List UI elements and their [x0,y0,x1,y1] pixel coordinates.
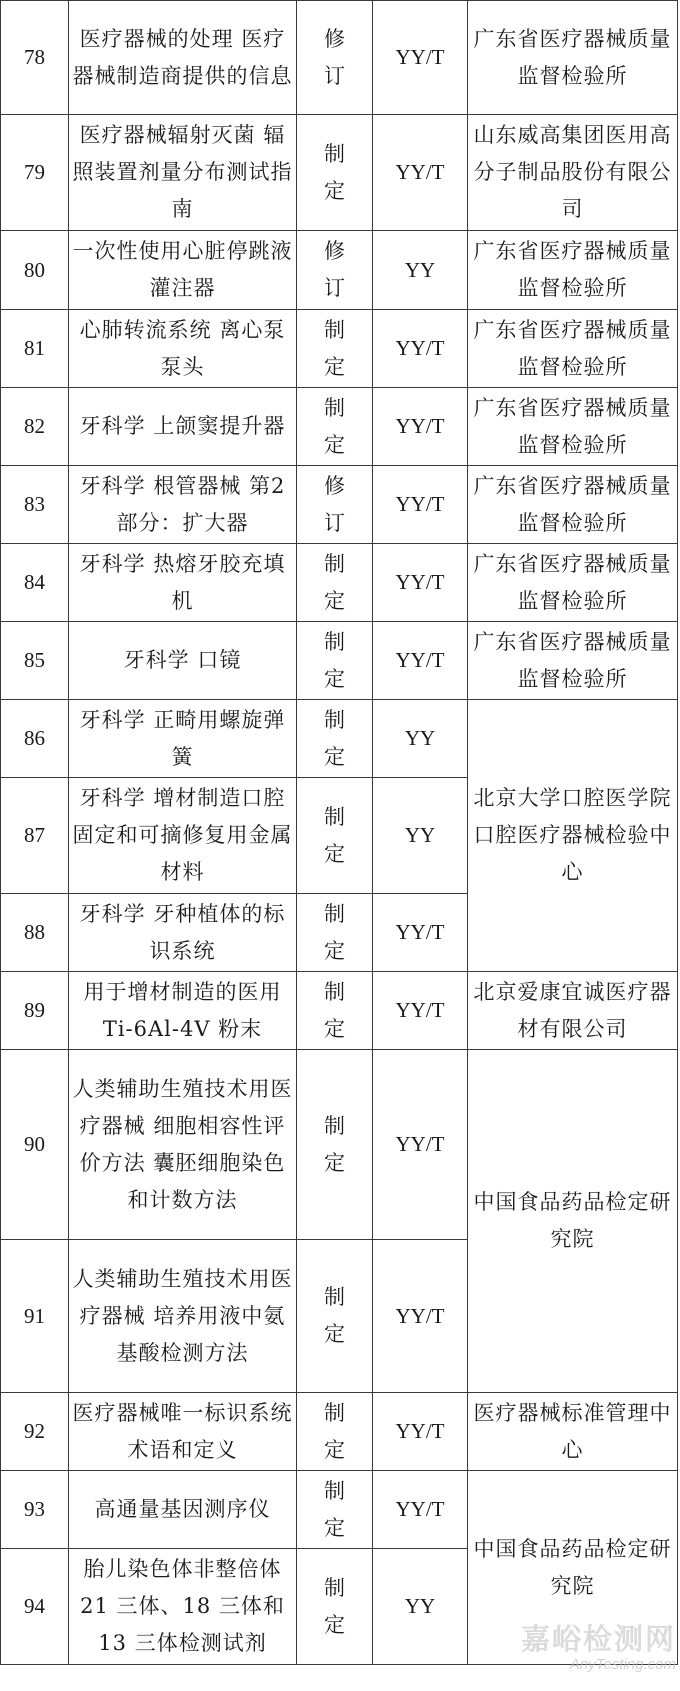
drafting-org: 中国食品药品检定研究院 [468,1471,678,1665]
table-row [1,231,678,310]
table-row [1,1,678,115]
row-number: 91 [1,1240,69,1393]
drafting-org: 北京爱康宜诚医疗器材有限公司 [468,972,678,1050]
revision-type: 修 订 [297,231,373,310]
table-row [1,972,678,1050]
table-row [1,622,678,700]
standard-class: YY/T [373,622,468,700]
revision-type: 制 定 [297,1471,373,1549]
standard-class: YY [373,231,468,310]
table-row [1,466,678,544]
table-row [1,115,678,231]
row-number: 81 [1,310,69,388]
drafting-org: 广东省医疗器械质量监督检验所 [468,466,678,544]
row-number: 88 [1,894,69,972]
revision-type: 制 定 [297,778,373,894]
table-row [1,1050,678,1240]
row-number: 85 [1,622,69,700]
standard-class: YY [373,1549,468,1665]
standard-class: YY/T [373,1050,468,1240]
standard-name: 心肺转流系统 离心泵泵头 [69,310,297,388]
table-row [1,388,678,466]
drafting-org: 广东省医疗器械质量监督检验所 [468,1,678,115]
standard-name: 医疗器械唯一标识系统 术语和定义 [69,1393,297,1471]
row-number: 94 [1,1549,69,1665]
standard-name: 牙科学 牙种植体的标识系统 [69,894,297,972]
row-number: 80 [1,231,69,310]
revision-type: 制 定 [297,700,373,778]
standard-name: 高通量基因测序仪 [69,1471,297,1549]
standard-class: YY/T [373,388,468,466]
revision-type: 制 定 [297,894,373,972]
revision-type: 修 订 [297,1,373,115]
watermark-cn: 嘉峪检测网 [520,1622,676,1656]
table-row [1,1393,678,1471]
standard-name: 牙科学 热熔牙胶充填机 [69,544,297,622]
drafting-org: 广东省医疗器械质量监督检验所 [468,622,678,700]
drafting-org: 广东省医疗器械质量监督检验所 [468,310,678,388]
row-number: 92 [1,1393,69,1471]
drafting-org: 北京大学口腔医学院口腔医疗器械检验中心 [468,700,678,972]
row-number: 89 [1,972,69,1050]
row-number: 84 [1,544,69,622]
standard-name: 医疗器械辐射灭菌 辐照装置剂量分布测试指南 [69,115,297,231]
standard-class: YY/T [373,894,468,972]
table-row [1,1471,678,1549]
standard-name: 牙科学 正畸用螺旋弹簧 [69,700,297,778]
revision-type: 制 定 [297,622,373,700]
standard-name: 牙科学 口镜 [69,622,297,700]
row-number: 82 [1,388,69,466]
revision-type: 制 定 [297,115,373,231]
standard-class: YY/T [373,1,468,115]
revision-type: 制 定 [297,1549,373,1665]
standard-class: YY/T [373,1471,468,1549]
watermark-en: AnyTesting.com [569,1656,676,1673]
row-number: 86 [1,700,69,778]
standard-class: YY/T [373,1240,468,1393]
drafting-org: 广东省医疗器械质量监督检验所 [468,388,678,466]
drafting-org: 山东威高集团医用高分子制品股份有限公司 [468,115,678,231]
standard-name: 牙科学 上颌窦提升器 [69,388,297,466]
row-number: 90 [1,1050,69,1240]
standard-class: YY/T [373,115,468,231]
standard-name: 一次性使用心脏停跳液灌注器 [69,231,297,310]
revision-type: 制 定 [297,972,373,1050]
standard-class: YY/T [373,466,468,544]
revision-type: 制 定 [297,1393,373,1471]
revision-type: 制 定 [297,1050,373,1240]
table-row [1,310,678,388]
standard-name: 人类辅助生殖技术用医疗器械 细胞相容性评价方法 囊胚细胞染色和计数方法 [69,1050,297,1240]
drafting-org: 广东省医疗器械质量监督检验所 [468,231,678,310]
row-number: 79 [1,115,69,231]
row-number: 87 [1,778,69,894]
row-number: 78 [1,1,69,115]
standard-class: YY/T [373,972,468,1050]
standard-name: 牙科学 根管器械 第2部分：扩大器 [69,466,297,544]
standard-name: 人类辅助生殖技术用医疗器械 培养用液中氨基酸检测方法 [69,1240,297,1393]
revision-type: 制 定 [297,310,373,388]
revision-type: 修 订 [297,466,373,544]
standard-name: 胎儿染色体非整倍体 21 三体、18 三体和 13 三体检测试剂 [69,1549,297,1665]
drafting-org: 中国食品药品检定研究院 [468,1050,678,1393]
standard-class: YY/T [373,310,468,388]
standard-class: YY [373,778,468,894]
table-row [1,544,678,622]
drafting-org: 广东省医疗器械质量监督检验所 [468,544,678,622]
standard-name: 用于增材制造的医用 Ti-6Al-4V 粉末 [69,972,297,1050]
standard-name: 牙科学 增材制造口腔固定和可摘修复用金属材料 [69,778,297,894]
standard-name: 医疗器械的处理 医疗器械制造商提供的信息 [69,1,297,115]
standard-class: YY/T [373,1393,468,1471]
standard-class: YY/T [373,544,468,622]
drafting-org: 医疗器械标准管理中心 [468,1393,678,1471]
row-number: 83 [1,466,69,544]
table-row [1,700,678,778]
standard-class: YY [373,700,468,778]
revision-type: 制 定 [297,388,373,466]
revision-type: 制 定 [297,1240,373,1393]
revision-type: 制 定 [297,544,373,622]
row-number: 93 [1,1471,69,1549]
